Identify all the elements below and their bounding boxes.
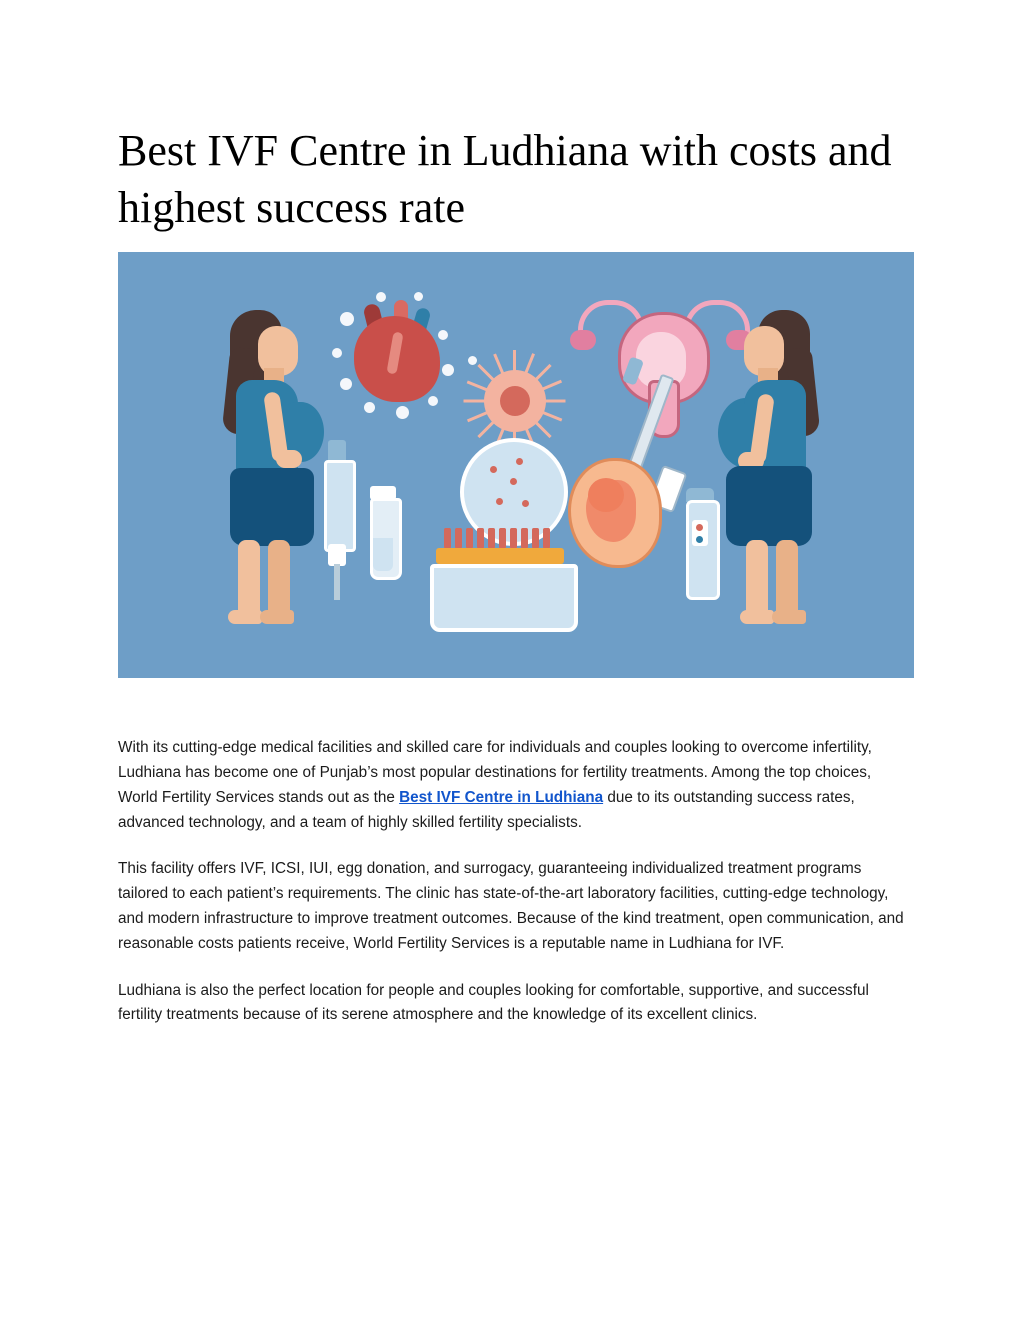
right-woman-skirt-icon bbox=[726, 466, 812, 546]
left-woman-leg-back-icon bbox=[268, 540, 290, 620]
bubble-icon bbox=[414, 292, 423, 301]
sample-tray-rack-icon bbox=[436, 548, 564, 564]
right-woman-foot-back-icon bbox=[772, 610, 806, 624]
syringe-needle-icon bbox=[334, 564, 340, 600]
bubble-icon bbox=[364, 402, 375, 413]
pregnancy-test-icon bbox=[686, 500, 720, 600]
right-woman-foot-front-icon bbox=[740, 610, 774, 624]
document-content bbox=[118, 122, 908, 1028]
syringe-barrel-icon bbox=[324, 460, 356, 552]
bubble-icon bbox=[396, 406, 409, 419]
sample-tray-box-icon bbox=[430, 564, 578, 632]
paragraph-1-text-after: due to its outstanding success rates, advanced technology, and a team of highly skilled fertility specialists. bbox=[118, 788, 855, 831]
left-woman-leg-front-icon bbox=[238, 540, 260, 620]
sample-tubes-icon bbox=[444, 528, 556, 550]
left-woman-foot-front-icon bbox=[228, 610, 262, 624]
bubble-icon bbox=[376, 292, 386, 302]
vial-liquid-icon bbox=[373, 538, 393, 571]
bubble-icon bbox=[340, 312, 354, 326]
ovary-left-icon bbox=[570, 330, 596, 350]
left-woman-foot-back-icon bbox=[260, 610, 294, 624]
right-woman-leg-front-icon bbox=[746, 540, 768, 620]
paragraph-2: This facility offers IVF, ICSI, IUI, egg donation, and surrogacy, guaranteeing individualized treatment programs tailored to each patient’s requirements. The clinic has state-of-the-art laboratory facilities, cutting-edge technology, and modern infrastructure to improve treatment outcomes. Because of the kind treatment, open communication, and reasonable costs patients receive, World Fertility Services is a reputable name in Ludhiana for IVF. bbox=[118, 860, 904, 952]
right-woman-leg-back-icon bbox=[776, 540, 798, 620]
hero-illustration bbox=[118, 252, 914, 678]
bubble-icon bbox=[442, 364, 454, 376]
left-woman-skirt-icon bbox=[230, 468, 314, 546]
bubble-icon bbox=[340, 378, 352, 390]
bubble-icon bbox=[438, 330, 448, 340]
page-title: Best IVF Centre in Ludhiana with costs and highest success rate bbox=[118, 126, 892, 233]
bubble-icon bbox=[332, 348, 342, 358]
bubble-icon bbox=[428, 396, 438, 406]
syringe-neck-icon bbox=[328, 544, 346, 566]
left-woman-hand-icon bbox=[276, 450, 302, 468]
best-ivf-centre-link[interactable]: Best IVF Centre in Ludhiana bbox=[399, 788, 604, 806]
paragraph-1 bbox=[118, 736, 908, 835]
paragraph-3: Ludhiana is also the perfect location for people and couples looking for comfortable, supportive, and successful fertility treatments because of its serene atmosphere and the knowledge of its excellent clinics. bbox=[118, 981, 869, 1024]
paragraph-1-text-before: With its cutting-edge medical facilities and skilled care for individuals and couples looking to overcome infertility, Ludhiana has become one of Punjab’s most popular destinations for fertility treatments. Among the top choices, World Fertility Services stands out as the bbox=[118, 739, 872, 806]
